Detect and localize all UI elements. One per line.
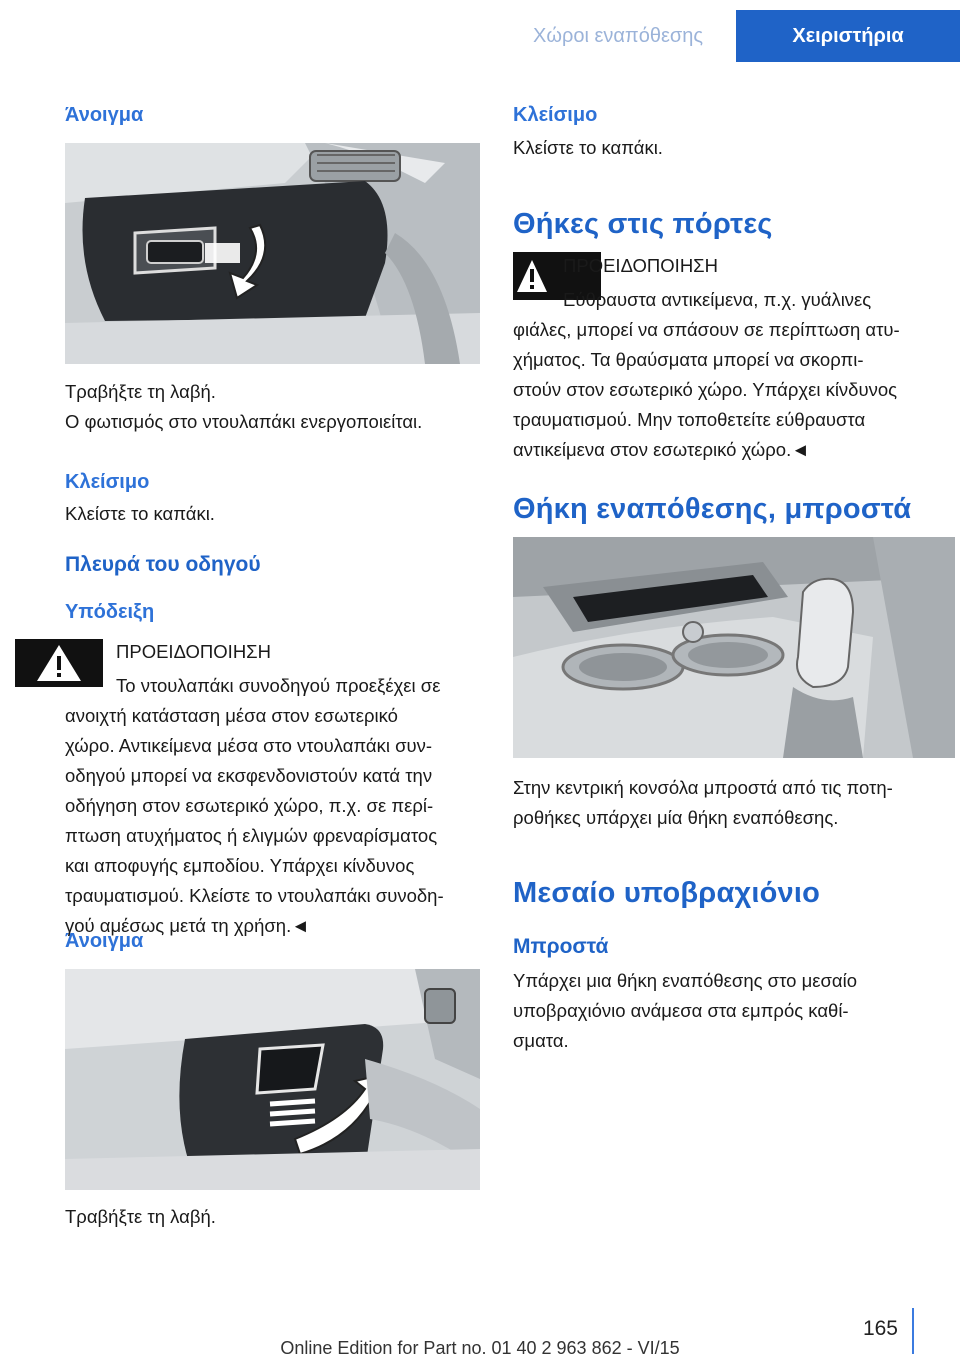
header-section-tab[interactable]: Χώροι εναπόθεσης [500, 10, 736, 62]
warning-line: ανοιχτή κατάσταση μέσα στον εσωτερικό [65, 705, 398, 726]
heading-open-1: Άνοιγμα [65, 104, 144, 126]
heading-driver-side: Πλευρά του οδηγού [65, 553, 261, 576]
warning-line: αντικείμενα στον εσωτερικό χώρο.◄ [513, 439, 810, 460]
warning-line: οδήγηση στον εσωτερικό χώρο, π.χ. σε περί‐ [65, 795, 434, 816]
header-active-tab[interactable]: Χειριστήρια [736, 10, 960, 62]
front-storage-text: ροθήκες υπάρχει μία θήκη εναπόθεσης. [513, 807, 839, 828]
armrest-text: Υπάρχει μια θήκη εναπόθεσης στο μεσαίο [513, 970, 857, 991]
warning-line: οδηγού μπορεί να εκσφενδονιστούν κατά την [65, 765, 433, 786]
close1-text: Κλείστε το καπάκι. [65, 503, 215, 524]
page-number: 165 [862, 1317, 898, 1340]
open2-text: Τραβήξτε τη λαβή. [65, 1206, 216, 1227]
open1-text-1: Τραβήξτε τη λαβή. [65, 381, 216, 402]
warning-line: χώρο. Αντικείμενα μέσα στο ντουλαπάκι συν‐ [65, 735, 433, 756]
heading-front: Μπροστά [513, 935, 609, 958]
heading-open-2: Άνοιγμα [65, 930, 144, 952]
armrest-text: υποβραχιόνιο ανάμεσα στα εμπρός καθί‐ [513, 1000, 849, 1021]
warning-title-right: ΠΡΟΕΙΔΟΠΟΙΗΣΗ [563, 255, 718, 276]
heading-door-pockets: Θήκες στις πόρτες [513, 208, 773, 240]
warning-line: τραυματισμού. Μην τοποθετείτε εύθραυστα [513, 409, 866, 430]
warning-title-left: ΠΡΟΕΙΔΟΠΟΙΗΣΗ [116, 641, 271, 662]
heading-close-1: Κλείσιμο [65, 471, 150, 493]
front-storage-text: Στην κεντρική κονσόλα μπροστά από τις ποτη‐ [513, 777, 893, 798]
footer-edition: Online Edition for Part no. 01 40 2 963 862 - VI/15 [280, 1338, 680, 1358]
warning-line: πτωση ατυχήματος ή ελιγμών φρεναρίσματος [65, 825, 438, 846]
glovebox-illustration-2 [65, 969, 480, 1190]
warning-icon [15, 639, 103, 687]
armrest-text: σματα. [513, 1030, 569, 1051]
warning-line: φιάλες, μπορεί να σπάσουν σε περίπτωση ατυ‐ [513, 319, 900, 340]
heading-hint: Υπόδειξη [65, 601, 155, 623]
warning-line: γού αμέσως μετά τη χρήση.◄ [65, 915, 310, 936]
heading-front-storage: Θήκη εναπόθεσης, μπροστά [513, 493, 912, 525]
warning-line: χήματος. Τα θραύσματα μπορεί να σκορπι‐ [513, 349, 864, 370]
warning-line: Το ντουλαπάκι συνοδηγού προεξέχει σε [116, 675, 441, 696]
warning-line: τραυματισμού. Κλείστε το ντουλαπάκι συνοδη‐ [65, 885, 444, 906]
warning-line: στούν στον εσωτερικό χώρο. Υπάρχει κίνδυνος [513, 379, 898, 400]
warning-line: και αποφυγής εμποδίου. Υπάρχει κίνδυνος [65, 855, 415, 876]
warning-line: Εύθραυστα αντικείμενα, π.χ. γυάλινες [563, 289, 872, 310]
open1-text-2: Ο φωτισμός στο ντουλαπάκι ενεργοποιείται. [65, 411, 423, 432]
close2-text: Κλείστε το καπάκι. [513, 137, 663, 158]
heading-center-armrest: Μεσαίο υποβραχιόνιο [513, 877, 821, 909]
console-storage-illustration [513, 537, 955, 758]
glovebox-illustration-1 [65, 143, 480, 364]
heading-close-2: Κλείσιμο [513, 104, 598, 126]
